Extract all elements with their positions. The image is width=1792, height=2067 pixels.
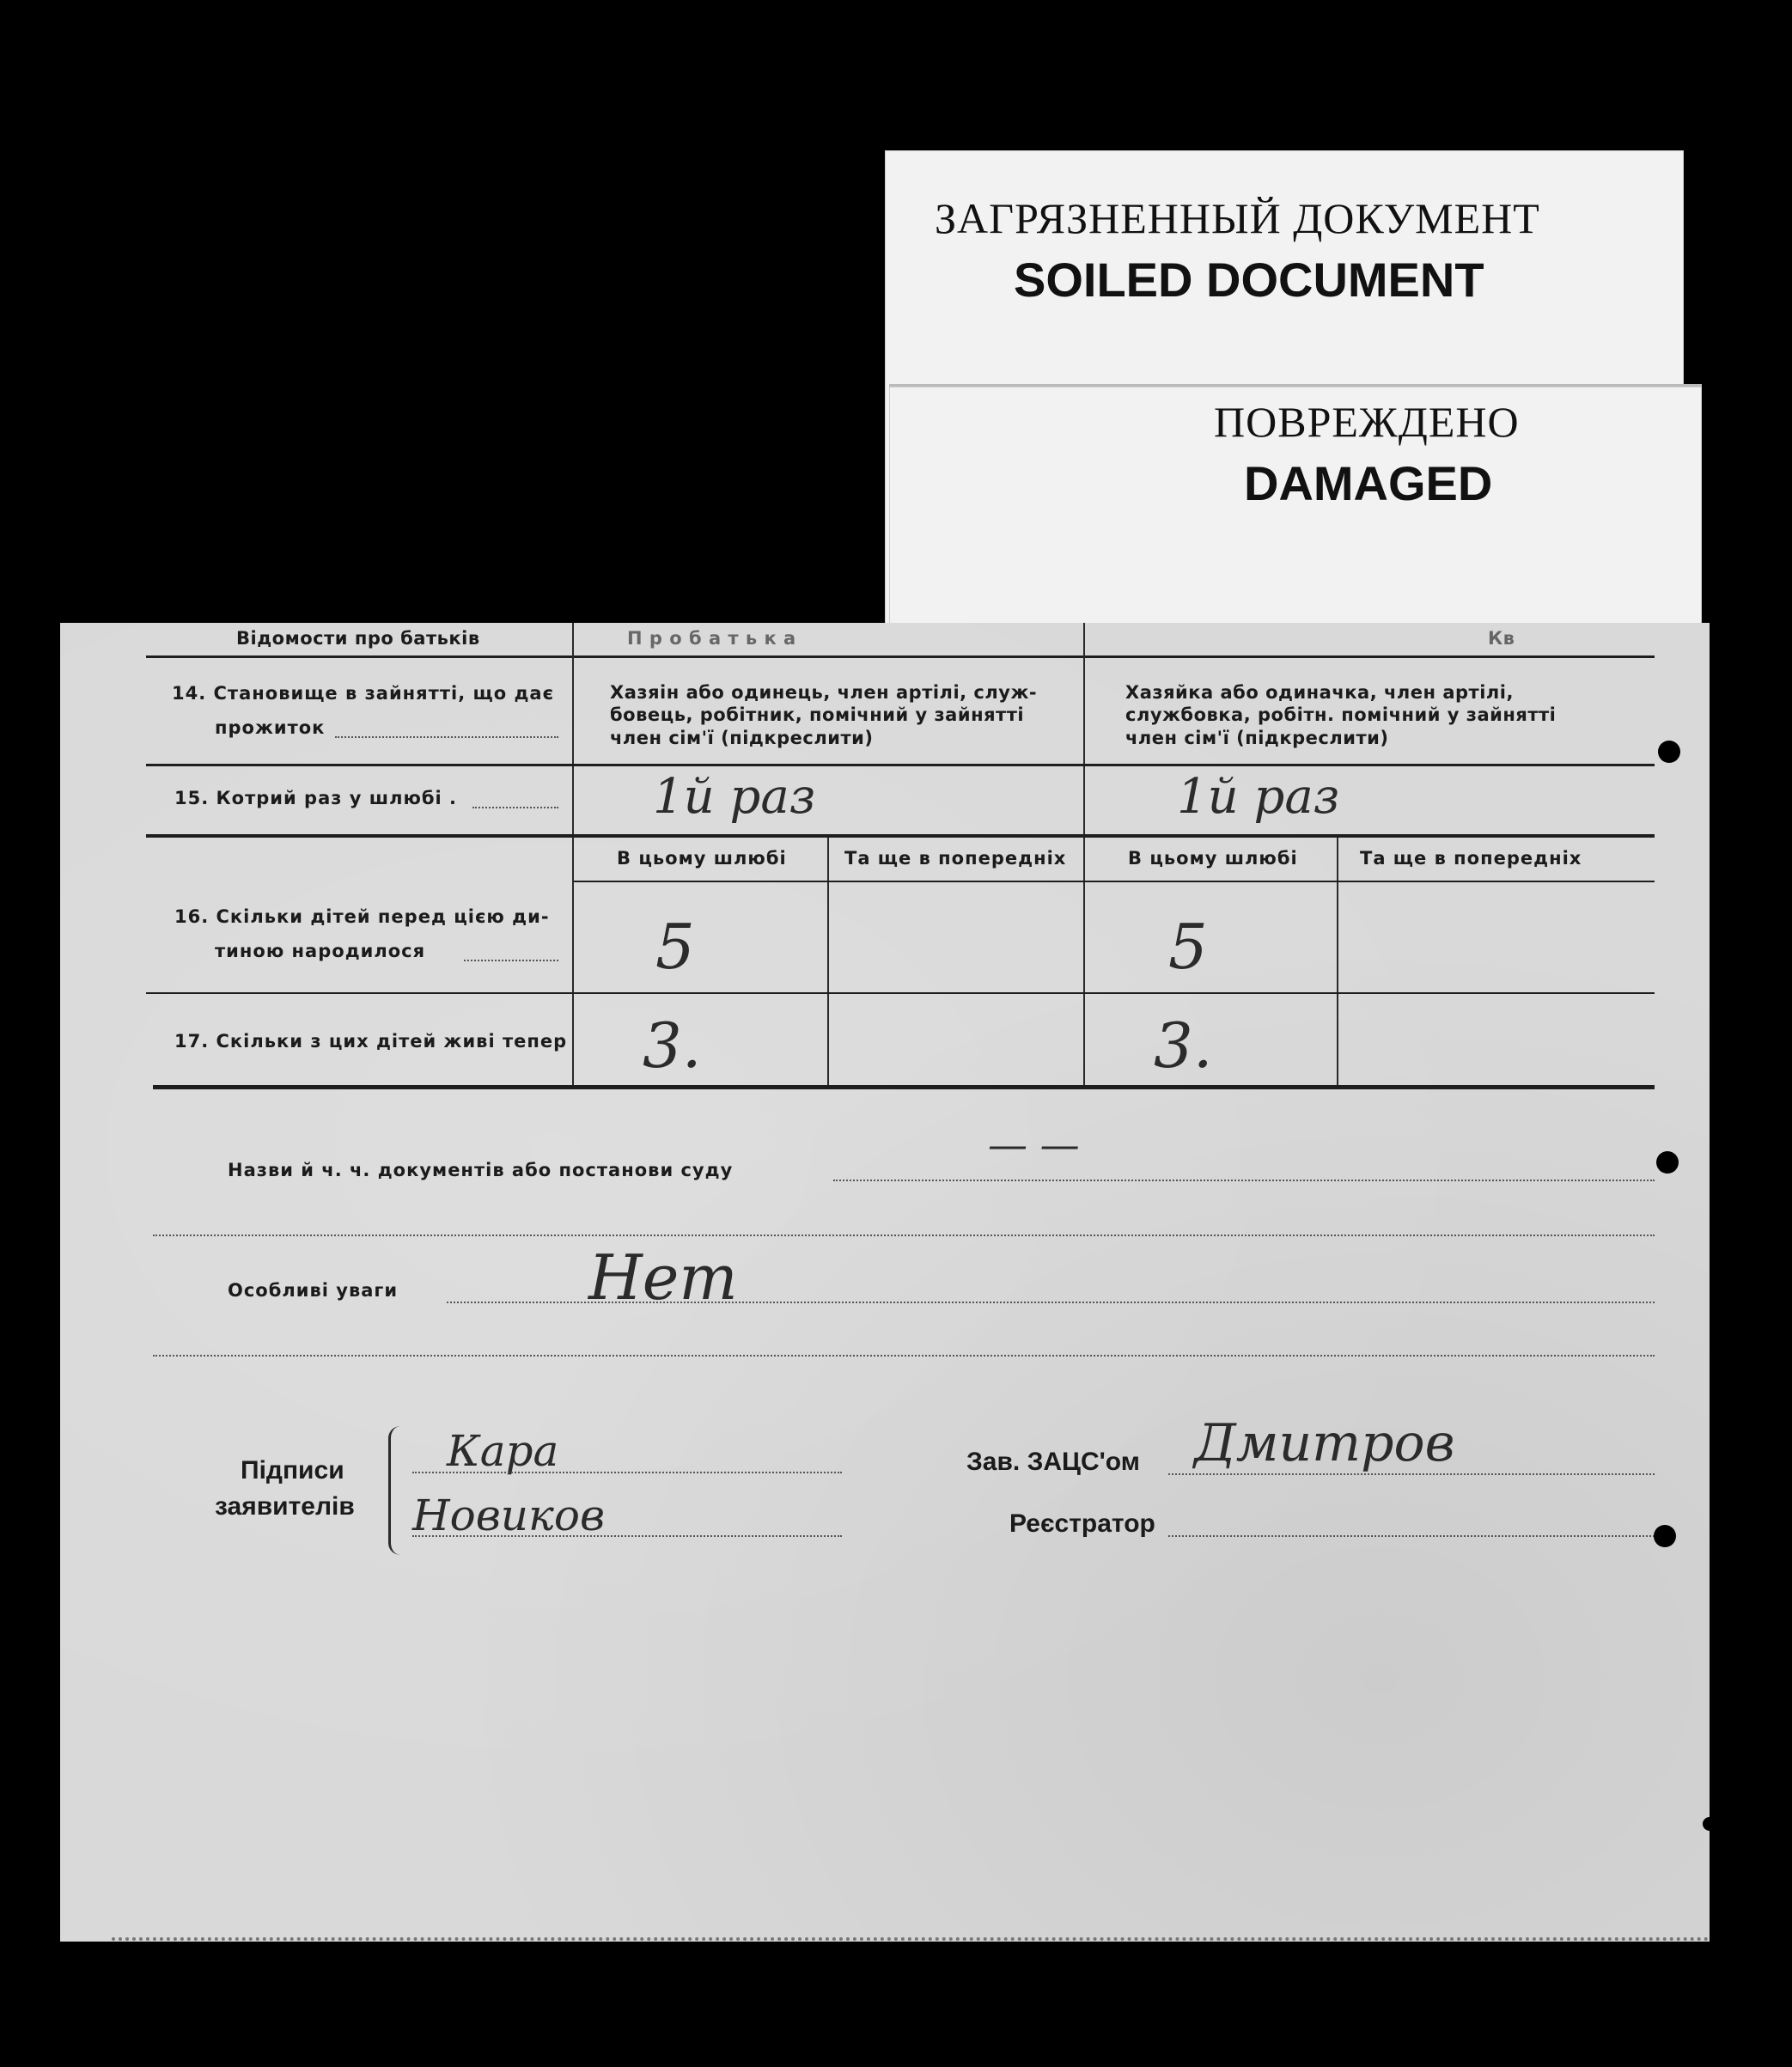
row16-leader [464,960,558,961]
row17-mother-this: 3. [1154,1009,1213,1082]
applicants-label-2: заявителів [215,1492,355,1521]
form-sheet [60,623,1710,1942]
col-divider-sub-father [827,838,829,1087]
soiled-label-ru: ЗАГРЯЗНЕННЫЙ ДОКУМЕНТ [935,194,1540,242]
header-col3: Кв [1488,628,1515,649]
row17-father-this: 3. [643,1009,702,1082]
bottom-perforation [112,1937,1710,1941]
subheader-rule [574,881,1655,882]
applicant-1-line [412,1472,842,1473]
registrar-line [1168,1535,1655,1537]
row14-label: 14. Становище в зайнятті, що дає [172,683,555,704]
applicants-label-1: Підписи [241,1456,344,1485]
col-divider-sub-mother [1337,838,1338,1087]
binding-hole [1656,1151,1679,1174]
notes-line [447,1302,1655,1303]
row17-label: 17. Скільки з цих дітей живі тепер [174,1031,568,1052]
row14-rule [146,764,1655,766]
damaged-document-label [889,384,1702,649]
subheader-mother-this: В цьому шлюбі [1128,848,1298,869]
subheader-mother-prev: Та ще в попередніх [1360,848,1582,869]
documents-value: — — [988,1121,1080,1168]
row16-label-line2: тиною народилося [215,941,426,961]
head-registry-signature: Дмитров [1194,1413,1455,1473]
row17-rule [153,1085,1655,1089]
row15-mother-value: 1й раз [1177,769,1340,825]
subheader-father-this: В цьому шлюбі [617,848,787,869]
row16-label-line1: 16. Скільки дітей перед цією ди- [174,906,550,927]
documents-label: Назви й ч. ч. документів або постанови суду [228,1160,734,1180]
row14-father-text: Хазяін або одинець, член артілі, служ- бовець, робітник, помічний у зайнятті член сім'ї (підкреслити) [610,682,1038,748]
documents-line [833,1180,1655,1181]
head-registry-label: Зав. ЗАЦС'ом [966,1448,1140,1476]
head-registry-line [1168,1473,1655,1475]
soiled-label-en: SOILED DOCUMENT [1014,253,1484,307]
applicant-2-line [412,1535,842,1537]
damaged-label-ua: ПОВРЕЖДЕНО [1214,398,1520,446]
documents-line-2 [153,1235,1655,1236]
notes-label: Особливі уваги [228,1280,399,1301]
row16-father-this: 5 [655,911,695,983]
row15-rule [146,834,1655,838]
registrar-label: Реєстратор [1009,1509,1155,1538]
row15-leader [472,807,558,808]
header-col1: Відомости про батьків [236,628,480,649]
row15-father-value: 1й раз [653,769,816,825]
row16-rule [146,992,1655,994]
subheader-father-prev: Та ще в попередніх [844,848,1067,869]
binding-hole [1703,1817,1716,1831]
binding-hole [1654,1525,1676,1547]
row14-leader [335,736,558,738]
applicant-1-signature: Кара [447,1426,559,1476]
notes-line-2 [153,1355,1655,1357]
header-col2: П р о б а т ь к а [627,628,796,649]
damaged-label-en: DAMAGED [1244,456,1493,510]
applicant-2-signature: Новиков [412,1491,606,1540]
applicants-brace [388,1426,401,1555]
header-rule [146,655,1655,658]
row16-mother-this: 5 [1168,911,1208,983]
col-divider-1 [572,623,574,1087]
row14-mother-text: Хазяйка або одиначка, член артілі, службовка, робітн. помічний у зайнятті член сім'ї (підкреслити) [1125,682,1557,748]
notes-value: Нет [588,1241,738,1314]
row15-label: 15. Котрий раз у шлюбі . [174,788,458,808]
row14-label-line2: прожиток [215,717,326,738]
col-divider-2 [1083,623,1085,1087]
binding-hole [1658,741,1680,763]
